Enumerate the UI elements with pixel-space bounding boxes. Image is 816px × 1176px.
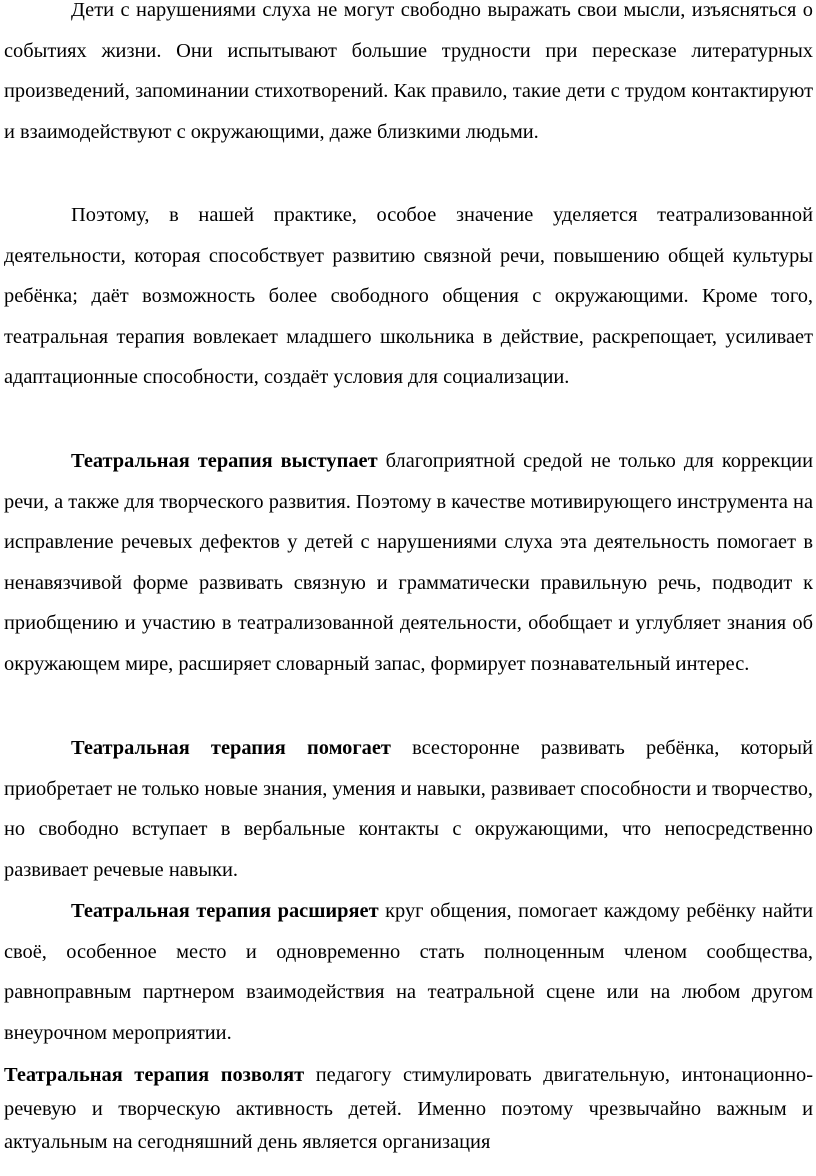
paragraph-5-text: круг общения, помогает каждому ребёнку найти своё, особенное место и одновременно стать полноценным членом сообщества, равноправным партнером взаимодействия на театральной сцене или на любом другом внеурочном мероприятии. (4, 900, 814, 1044)
paragraph-2 (0, 195, 816, 398)
paragraph-5-lead: Театральная терапия расширяет (71, 900, 379, 922)
paragraph-3 (0, 441, 816, 685)
paragraph-1 (0, 0, 816, 152)
paragraph-3-text: благоприятной средой не только для коррекции речи, а также для творческого развития. Поэтому в качестве мотивирующего инструмента на исправление речевых дефектов у детей с нарушениями слуха эта деятельность помогает в ненавязчивой форме развивать связную и грамматически правильную речь, подводит к приобщению и участию в театрализованной деятельности, обобщает и углубляет знания об окружающем мире, расширяет словарный запас, формирует познавательный интерес. (4, 450, 813, 675)
paragraph-6-text: педагогу стимулировать двигательную, интонационно-речевую и творческую активность детей. Именно поэтому чрезвычайно важным и актуальным на сегодняшний день является организация (4, 1064, 813, 1153)
paragraph-6-lead: Театральная терапия позволят (4, 1064, 305, 1086)
paragraph-4 (0, 728, 816, 890)
paragraph-4-text: всесторонне развивать ребёнка, который приобретает не только новые знания, умения и навыки, развивает способности и творчество, но свободно вступает в вербальные контакты с окружающими, что непосредственно развивает речевые навыки. (4, 737, 813, 881)
paragraph-2-text: Поэтому, в нашей практике, особое значение уделяется театрализованной деятельности, которая способствует развитию связной речи, повышению общей культуры ребёнка; даёт возможность более свободного общения с окружающими. Кроме того, театральная терапия вовлекает младшего школьника в действие, раскрепощает, усиливает адаптационные способности, создаёт условия для социализации. (4, 204, 813, 389)
paragraph-1-text: Дети с нарушениями слуха не могут свободно выражать свои мысли, изъясняться о событиях жизни. Они испытывают большие трудности при пересказе литературных произведений, запоминании стихотворений. Как правило, такие дети с трудом контактируют и взаимодействуют с окружающими, даже близкими людьми. (4, 0, 813, 143)
paragraph-5 (0, 891, 816, 1053)
paragraph-3-lead: Театральная терапия выступает (71, 450, 378, 472)
paragraph-4-lead: Театральная терапия помогает (71, 737, 391, 759)
paragraph-6 (0, 1059, 816, 1160)
